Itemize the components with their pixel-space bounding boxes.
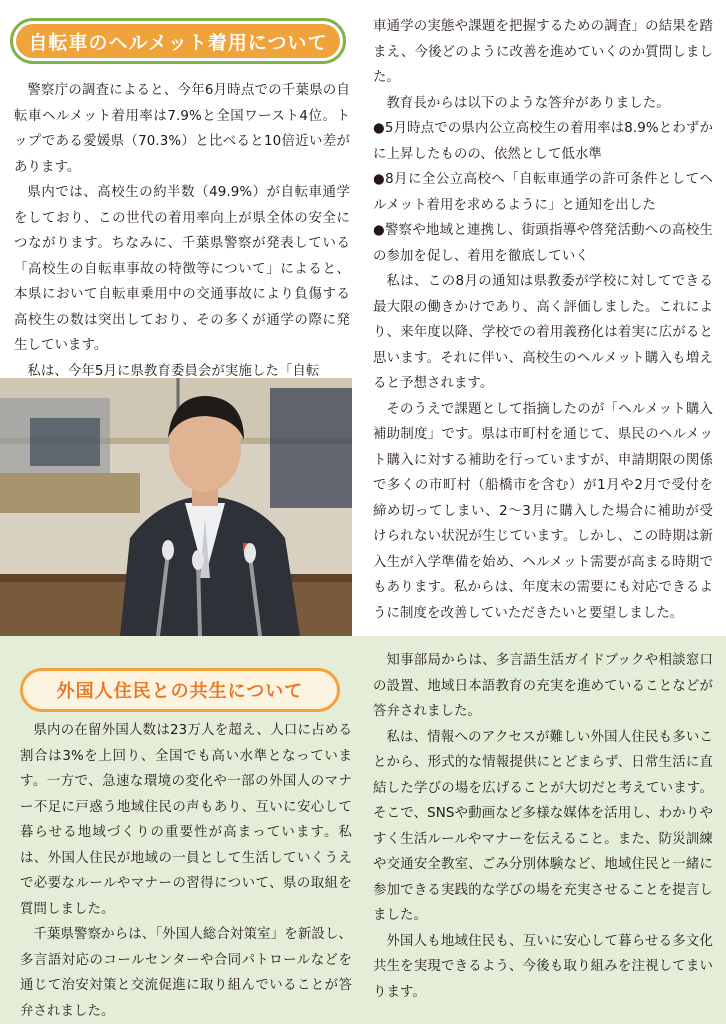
helmet-column-left: [14, 78, 350, 384]
section-heading-helmet-label: 自転車のヘルメット着用について: [16, 24, 340, 58]
helmet-paragraph-1: 警察庁の調査によると、今年6月時点での千葉県の自転車ヘルメット着用率は7.9%と全国ワースト4位。トップである愛媛県（70.3%）と比べると10倍近い差があります。: [14, 83, 350, 175]
section-heading-helmet: [10, 18, 346, 64]
helmet-answer-bullet-1: ●5月時点での県内公立高校生の着用率は8.9%とわずかに上昇したものの、依然として低水準: [373, 121, 713, 162]
foreign-paragraph-4: 私は、情報へのアクセスが難しい外国人住民も多いことから、形式的な情報提供にとどまらず、日常生活に直結した学びの場を広げることが大切だと考えています。そこで、SNSや動画など多様な媒体を活用し、わかりやすく生活ルールやマナーを伝えること。また、防災訓練や交通安全教室、ごみ分別体験など、地域住民と一緒に参加できる実践的な学びの場を充実させることを提言しました。: [373, 729, 713, 923]
helmet-answer-bullet-2: ●8月に全公立高校へ「自転車通学の許可条件としてヘルメット着用を求めるように」と通知を出した: [373, 172, 713, 213]
helmet-paragraph-4: 車通学の実態や課題を把握するための調査」の結果を踏まえ、今後どのように改善を進めていくのか質問しました。: [373, 19, 713, 85]
helmet-answer-bullet-3: ●警察や地域と連携し、街頭指導や啓発活動への高校生の参加を促し、着用を徹底していく: [373, 223, 713, 264]
assembly-speaker-photo: [0, 378, 352, 636]
helmet-column-right: [373, 14, 713, 626]
helmet-paragraph-2: 県内では、高校生の約半数（49.9%）が自転車通学をしており、この世代の着用率向上が県全体の安全につながります。ちなみに、千葉県警察が発表している「高校生の自転車事故の特徴等について」によると、本県において自転車乗用中の交通事故により負傷する高校生の数は突出しており、その多くが通学の際に発生しています。: [14, 185, 350, 353]
foreign-paragraph-1: 県内の在留外国人数は23万人を超え、人口に占める割合は3%を上回り、全国でも高い水準となっています。一方で、急速な環境の変化や一部の外国人のマナー不足に戸惑う地域住民の声もあり、互いに安心して暮らせる地域づくりの重要性が高まっています。私は、外国人住民が地域の一員として生活していくうえで必要なルールやマナーの習得について、県の取組を質問しました。: [20, 723, 352, 917]
foreign-paragraph-5: 外国人も地域住民も、互いに安心して暮らせる多文化共生を実現できるよう、今後も取り組みを注視してまいります。: [373, 933, 713, 1000]
helmet-paragraph-6: そのうえで課題として指摘したのが「ヘルメット購入補助制度」です。県は市町村を通じて、県民のヘルメット購入に対する補助を行っていますが、申請期限の関係で多くの市町村（船橋市を含む）が1月や2月で受付を締め切ってしまい、2〜3月に購入した場合に補助が受けられない状況が生じています。しかし、この時期は新入生が入学準備を始め、ヘルメット需要が高まる時期でもあります。私からは、年度末の需要にも対応できるように制度を改善していただきたいと要望しました。: [373, 401, 713, 621]
foreign-column-right: [373, 648, 713, 1005]
helmet-answer-intro: 教育長からは以下のような答弁がありました。: [386, 95, 670, 111]
helmet-paragraph-3: 私は、今年5月に県教育委員会が実施した「自転: [27, 363, 320, 379]
foreign-paragraph-3: 知事部局からは、多言語生活ガイドブックや相談窓口の設置、地域日本語教育の充実を進めていることなどが答弁されました。: [373, 653, 713, 719]
section-heading-foreign-residents: 外国人住民との共生について: [20, 668, 340, 712]
helmet-paragraph-5: 私は、この8月の通知は県教委が学校に対してできる最大限の働きかけであり、高く評価しました。これにより、来年度以降、学校での着用義務化は着実に広がると思います。それに伴い、高校生のヘルメット購入も増えると予想されます。: [373, 274, 713, 391]
foreign-paragraph-2: 千葉県警察からは、「外国人総合対策室」を新設し、多言語対応のコールセンターや合同パトロールなどを通じて治安対策と交流促進に取り組んでいることが答弁されました。: [20, 927, 352, 1019]
foreign-column-left: [20, 718, 352, 1024]
speaker-illustration: [0, 378, 352, 636]
